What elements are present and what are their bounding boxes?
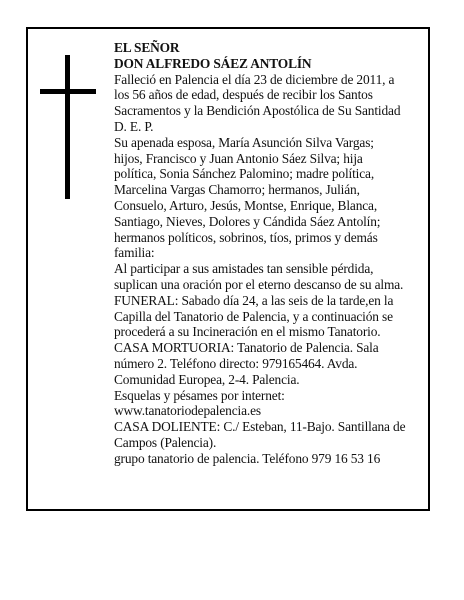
notice-text: [114, 40, 426, 467]
notice-line: D. E. P.: [114, 118, 154, 134]
notice-line: hermanos políticos, sobrinos, tíos, primos y demás: [114, 229, 378, 245]
website-link[interactable]: www.tanatoriodepalencia.es: [114, 403, 261, 419]
notice-line: Capilla del Tanatorio de Palencia, y a continuación se: [114, 308, 393, 324]
obituary-notice: [26, 27, 430, 511]
notice-line: Su apenada esposa, María Asunción Silva Vargas;: [114, 134, 374, 150]
notice-line: FUNERAL: Sabado día 24, a las seis de la tarde,en la: [114, 292, 394, 308]
notice-line: Santiago, Nieves, Dolores y Cándida Sáez Antolín;: [114, 213, 381, 229]
cross-horizontal-bar: [40, 89, 96, 94]
notice-line: los 56 años de edad, después de recibir los Santos: [114, 87, 373, 103]
notice-line: suplican una oración por el eterno descanso de su alma.: [114, 276, 404, 292]
notice-line: Al participar a sus amistades tan sensible pérdida,: [114, 261, 374, 277]
notice-line: Falleció en Palencia el día 23 de diciembre de 2011, a: [114, 71, 395, 87]
notice-line: Sacramentos y la Bendición Apostólica de Su Santidad: [114, 103, 401, 119]
notice-line: número 2. Teléfono directo: 979165464. Avda.: [114, 355, 358, 371]
notice-line: Marcelina Vargas Chamorro; hermanos, Julián,: [114, 182, 360, 198]
notice-line: política, Sonia Sánchez Palomino; madre política,: [114, 166, 375, 182]
notice-line: hijos, Francisco y Juan Antonio Sáez Silva; hija: [114, 150, 363, 166]
notice-line: procederá a su Incineración en el mismo Tanatorio.: [114, 324, 381, 340]
notice-line: familia:: [114, 245, 155, 261]
notice-line: CASA DOLIENTE: C./ Esteban, 11-Bajo. Santillana de: [114, 419, 406, 435]
notice-line: Esquelas y pésames por internet:: [114, 387, 285, 403]
deceased-name: DON ALFREDO SÁEZ ANTOLÍN: [114, 55, 312, 71]
cross-vertical-bar: [65, 55, 70, 199]
notice-heading: EL SEÑOR: [114, 40, 180, 55]
notice-line: Comunidad Europea, 2-4. Palencia.: [114, 371, 300, 387]
notice-line: grupo tanatorio de palencia. Teléfono 979 16 53 16: [114, 450, 381, 466]
notice-line: CASA MORTUORIA: Tanatorio de Palencia. Sala: [114, 340, 379, 356]
cross-icon: [40, 55, 96, 199]
notice-line: Consuelo, Arturo, Jesús, Montse, Enrique, Blanca,: [114, 197, 378, 213]
notice-line: Campos (Palencia).: [114, 434, 217, 450]
